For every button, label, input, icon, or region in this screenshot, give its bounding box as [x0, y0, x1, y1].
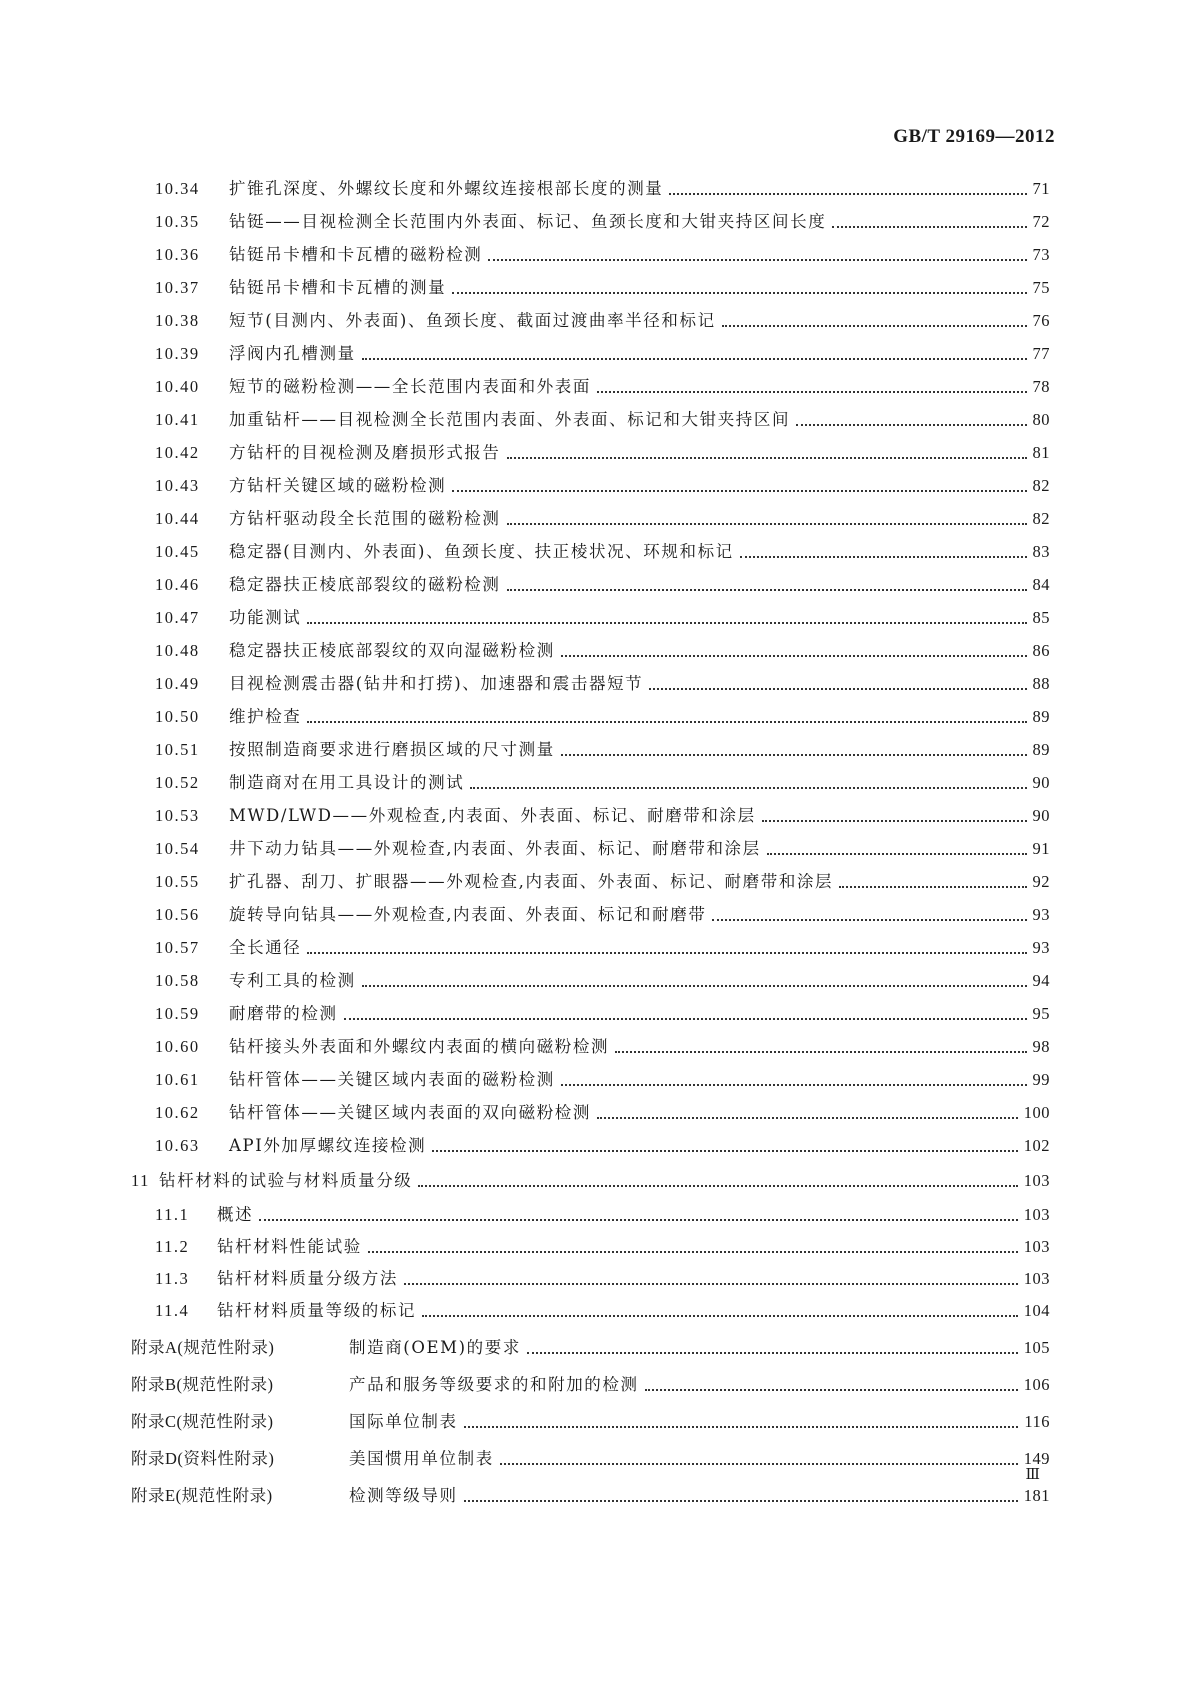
dot-leader [740, 556, 1027, 558]
toc-entry-page: 88 [1032, 674, 1050, 693]
dot-leader [597, 1117, 1018, 1119]
toc-annex[interactable] [131, 1485, 1050, 1507]
toc-entry-title: 维护检查 [229, 706, 305, 728]
toc-entry-page: 103 [1023, 1237, 1050, 1256]
toc-entry-title: 稳定器扶正棱底部裂纹的双向湿磁粉检测 [229, 640, 559, 662]
toc-entry-title: 钻杆管体——关键区域内表面的磁粉检测 [229, 1069, 559, 1091]
toc-entry[interactable] [155, 607, 1050, 629]
dot-leader [344, 1018, 1027, 1020]
toc-entry-title: API外加厚螺纹连接检测 [229, 1135, 430, 1157]
dot-leader [649, 688, 1026, 690]
toc-entry-number: 10.47 [155, 608, 200, 627]
toc-entry-page: 82 [1032, 509, 1050, 528]
toc-entry[interactable] [155, 343, 1050, 365]
toc-entry-title: 方钻杆的目视检测及磨损形式报告 [229, 442, 505, 464]
toc-entry-number: 10.39 [155, 344, 200, 363]
dot-leader [464, 1426, 1019, 1428]
toc-entry[interactable] [155, 937, 1050, 959]
toc-entry-title: 钻铤——目视检测全长范围内外表面、标记、鱼颈长度和大钳夹持区间长度 [229, 211, 830, 233]
toc-entry[interactable] [155, 739, 1050, 761]
toc-annex-title: 检测等级导则 [349, 1485, 462, 1507]
toc-entry-number: 10.57 [155, 938, 200, 957]
toc-entry[interactable] [155, 1069, 1050, 1091]
toc-entry-number: 10.50 [155, 707, 200, 726]
toc-entry[interactable] [155, 1003, 1050, 1025]
toc-entry[interactable] [155, 310, 1050, 332]
dot-leader [561, 754, 1027, 756]
toc-entry-title: 钻杆材料性能试验 [217, 1236, 366, 1258]
toc-entry-number: 10.49 [155, 674, 200, 693]
toc-entry-page: 82 [1032, 476, 1050, 495]
toc-annex-label: 附录D(资料性附录) [131, 1449, 275, 1468]
toc-entry-page: 71 [1032, 179, 1050, 198]
dot-leader [597, 391, 1027, 393]
toc-entry-number: 10.45 [155, 542, 200, 561]
toc-entry-number: 11.4 [155, 1301, 190, 1320]
dot-leader [832, 226, 1026, 228]
toc-entry[interactable] [155, 970, 1050, 992]
toc-entry-number: 10.59 [155, 1004, 200, 1023]
toc-entry-title: 扩孔器、刮刀、扩眼器——外观检查,内表面、外表面、标记、耐磨带和涂层 [229, 871, 837, 893]
toc-entry[interactable] [155, 1036, 1050, 1058]
toc-entry-number: 10.38 [155, 311, 200, 330]
toc-entry[interactable] [155, 244, 1050, 266]
toc-annex-page: 106 [1023, 1375, 1050, 1394]
toc-entry-number: 10.58 [155, 971, 200, 990]
toc-annex-label: 附录A(规范性附录) [131, 1338, 275, 1357]
toc-entry-number: 10.35 [155, 212, 200, 231]
toc-entry-page: 93 [1032, 938, 1050, 957]
toc-entry-page: 90 [1032, 773, 1050, 792]
toc-entry-title: 钻杆管体——关键区域内表面的双向磁粉检测 [229, 1102, 595, 1124]
dot-leader [470, 787, 1026, 789]
page-number: Ⅲ [1025, 1467, 1041, 1483]
dot-leader [307, 952, 1026, 954]
toc-entry-title: 钻杆材料质量分级方法 [217, 1268, 402, 1290]
dot-leader [362, 358, 1027, 360]
toc-entry-number: 10.40 [155, 377, 200, 396]
toc-entry-title: 短节的磁粉检测——全长范围内表面和外表面 [229, 376, 595, 398]
toc-annex[interactable] [131, 1374, 1050, 1396]
toc-entry-number: 10.60 [155, 1037, 200, 1056]
dot-leader [452, 490, 1026, 492]
toc-entry[interactable] [155, 1135, 1050, 1157]
dot-leader [561, 1084, 1027, 1086]
dot-leader [422, 1315, 1018, 1317]
toc-entry-page: 72 [1032, 212, 1050, 231]
toc-entry-number: 10.42 [155, 443, 200, 462]
toc-entry-title: 稳定器扶正棱底部裂纹的磁粉检测 [229, 574, 505, 596]
toc-entry-number: 10.52 [155, 773, 200, 792]
toc-entry-number: 10.63 [155, 1136, 200, 1155]
toc-entry[interactable] [155, 673, 1050, 695]
toc-annex[interactable] [131, 1411, 1050, 1433]
toc-annex-title: 产品和服务等级要求的和附加的检测 [349, 1374, 643, 1396]
toc-entry-number: 11.1 [155, 1205, 190, 1224]
toc-entry[interactable] [155, 640, 1050, 662]
toc-annex[interactable] [131, 1448, 1050, 1470]
toc-entry-page: 95 [1032, 1004, 1050, 1023]
toc-entry-number: 10.46 [155, 575, 200, 594]
toc-entry-title: 钻杆材料质量等级的标记 [217, 1300, 420, 1322]
dot-leader [307, 721, 1026, 723]
toc-entry-page: 94 [1032, 971, 1050, 990]
toc-entry[interactable] [155, 211, 1050, 233]
toc-entry-title: 钻铤吊卡槽和卡瓦槽的磁粉检测 [229, 244, 486, 266]
toc-entry-page: 93 [1032, 905, 1050, 924]
dot-leader [615, 1051, 1026, 1053]
toc-entry-number: 10.36 [155, 245, 200, 264]
toc-entry-title: 旋转导向钻具——外观检查,内表面、外表面、标记和耐磨带 [229, 904, 710, 926]
toc-annex-label: 附录C(规范性附录) [131, 1412, 274, 1431]
toc-entry-page: 75 [1032, 278, 1050, 297]
toc-annex-page: 181 [1023, 1486, 1050, 1505]
toc-entry-number: 10.34 [155, 179, 200, 198]
toc-entry-page: 73 [1032, 245, 1050, 264]
toc-chapter[interactable] [131, 1170, 1050, 1192]
toc-annex-label: 附录B(规范性附录) [131, 1375, 274, 1394]
toc-annex[interactable] [131, 1337, 1050, 1359]
toc-entry-number: 10.51 [155, 740, 200, 759]
toc-entry-page: 91 [1032, 839, 1050, 858]
toc-entry-page: 104 [1023, 1301, 1050, 1320]
toc-entry[interactable] [155, 1268, 1050, 1290]
dot-leader [488, 259, 1026, 261]
toc-entry-title: 加重钻杆——目视检测全长范围内表面、外表面、标记和大钳夹持区间 [229, 409, 794, 431]
dot-leader [712, 919, 1026, 921]
dot-leader [307, 622, 1026, 624]
toc-entry-title: MWD/LWD——外观检查,内表面、外表面、标记、耐磨带和涂层 [229, 805, 760, 827]
toc-entry-title: 钻铤吊卡槽和卡瓦槽的测量 [229, 277, 450, 299]
toc-entry[interactable] [155, 904, 1050, 926]
toc-entry-page: 89 [1032, 740, 1050, 759]
toc-chapter-title: 钻杆材料的试验与材料质量分级 [159, 1170, 416, 1192]
toc-entry[interactable] [155, 178, 1050, 200]
toc-entry-page: 98 [1032, 1037, 1050, 1056]
toc-entry-title: 井下动力钻具——外观检查,内表面、外表面、标记、耐磨带和涂层 [229, 838, 765, 860]
toc-entry[interactable] [155, 574, 1050, 596]
toc-entry-page: 102 [1023, 1136, 1050, 1155]
toc-chapter-number: 11 [131, 1171, 150, 1190]
toc-entry-title: 全长通径 [229, 937, 305, 959]
toc-entry[interactable] [155, 871, 1050, 893]
toc-entry-title: 功能测试 [229, 607, 305, 629]
dot-leader [362, 985, 1027, 987]
toc-entry[interactable] [155, 508, 1050, 530]
toc-entry[interactable] [155, 1236, 1050, 1258]
toc-entry-title: 浮阀内孔槽测量 [229, 343, 360, 365]
toc-entry-title: 稳定器(目测内、外表面)、鱼颈长度、扶正棱状况、环规和标记 [229, 541, 738, 563]
toc-entry-page: 85 [1032, 608, 1050, 627]
toc-entry-page: 103 [1023, 1205, 1050, 1224]
toc-annex-title: 美国惯用单位制表 [349, 1448, 498, 1470]
dot-leader [452, 292, 1026, 294]
toc-entry-number: 11.2 [155, 1237, 190, 1256]
toc-entry[interactable] [155, 1102, 1050, 1124]
toc-entry-title: 短节(目测内、外表面)、鱼颈长度、截面过渡曲率半径和标记 [229, 310, 720, 332]
toc-entry-page: 78 [1032, 377, 1050, 396]
toc-entry-title: 目视检测震击器(钻井和打捞)、加速器和震击器短节 [229, 673, 647, 695]
dot-leader [418, 1185, 1017, 1187]
toc-entry-title: 扩锥孔深度、外螺纹长度和外螺纹连接根部长度的测量 [229, 178, 667, 200]
toc-annex-title: 制造商(OEM)的要求 [349, 1337, 525, 1359]
toc-annex-title: 国际单位制表 [349, 1411, 462, 1433]
dot-leader [767, 853, 1027, 855]
toc-entry[interactable] [155, 442, 1050, 464]
dot-leader [507, 523, 1027, 525]
dot-leader [500, 1463, 1018, 1465]
dot-leader [527, 1352, 1018, 1354]
toc-entry-number: 10.43 [155, 476, 200, 495]
toc-entry[interactable] [155, 805, 1050, 827]
dot-leader [561, 655, 1027, 657]
dot-leader [464, 1500, 1018, 1502]
dot-leader [404, 1283, 1018, 1285]
toc-annex-page: 149 [1023, 1449, 1050, 1468]
dot-leader [259, 1219, 1018, 1221]
toc-entry-page: 100 [1023, 1103, 1050, 1122]
toc-entry-number: 10.56 [155, 905, 200, 924]
toc-entry[interactable] [155, 1204, 1050, 1226]
toc-entry[interactable] [155, 1300, 1050, 1322]
toc-annex-label: 附录E(规范性附录) [131, 1486, 273, 1505]
toc-entry-number: 10.37 [155, 278, 200, 297]
dot-leader [507, 457, 1027, 459]
toc-entry-number: 11.3 [155, 1269, 190, 1288]
toc-entry-page: 89 [1032, 707, 1050, 726]
toc-entry-number: 10.44 [155, 509, 200, 528]
toc-entry[interactable] [155, 838, 1050, 860]
toc-entry[interactable] [155, 376, 1050, 398]
dot-leader [368, 1251, 1018, 1253]
toc-entry-page: 86 [1032, 641, 1050, 660]
toc-annex-page: 116 [1024, 1412, 1050, 1431]
toc-entry-title: 制造商对在用工具设计的测试 [229, 772, 468, 794]
toc-entry-page: 81 [1032, 443, 1050, 462]
dot-leader [796, 424, 1026, 426]
toc-entry-page: 99 [1032, 1070, 1050, 1089]
dot-leader [645, 1389, 1018, 1391]
toc-entry-title: 钻杆接头外表面和外螺纹内表面的横向磁粉检测 [229, 1036, 613, 1058]
toc-entry-page: 77 [1032, 344, 1050, 363]
dot-leader [762, 820, 1027, 822]
toc-chapter-page: 103 [1023, 1171, 1050, 1190]
toc-entry-number: 10.55 [155, 872, 200, 891]
toc-entry[interactable] [155, 409, 1050, 431]
standard-code-header: GB/T 29169—2012 [893, 126, 1055, 147]
dot-leader [839, 886, 1026, 888]
toc-entry-page: 80 [1032, 410, 1050, 429]
toc-entry-number: 10.48 [155, 641, 200, 660]
dot-leader [432, 1150, 1018, 1152]
toc-entry-title: 专利工具的检测 [229, 970, 360, 992]
toc-entry-page: 103 [1023, 1269, 1050, 1288]
toc-entry[interactable] [155, 706, 1050, 728]
toc-entry-number: 10.41 [155, 410, 200, 429]
toc-entry-title: 按照制造商要求进行磨损区域的尺寸测量 [229, 739, 559, 761]
toc-entry-title: 方钻杆驱动段全长范围的磁粉检测 [229, 508, 505, 530]
toc-entry-number: 10.62 [155, 1103, 200, 1122]
toc-entry-page: 84 [1032, 575, 1050, 594]
toc-entry-page: 90 [1032, 806, 1050, 825]
toc-entry[interactable] [155, 475, 1050, 497]
toc-entry-number: 10.53 [155, 806, 200, 825]
toc-entry-page: 83 [1032, 542, 1050, 561]
toc-entry[interactable] [155, 277, 1050, 299]
dot-leader [669, 193, 1026, 195]
toc-entry-page: 76 [1032, 311, 1050, 330]
toc-entry-number: 10.61 [155, 1070, 200, 1089]
toc-entry-title: 耐磨带的检测 [229, 1003, 342, 1025]
dot-leader [507, 589, 1027, 591]
toc-annex-page: 105 [1023, 1338, 1050, 1357]
toc-entry-number: 10.54 [155, 839, 200, 858]
toc-entry-page: 92 [1032, 872, 1050, 891]
dot-leader [722, 325, 1027, 327]
toc-entry[interactable] [155, 541, 1050, 563]
toc-entry-title: 方钻杆关键区域的磁粉检测 [229, 475, 450, 497]
toc-entry[interactable] [155, 772, 1050, 794]
toc-entry-title: 概述 [217, 1204, 257, 1226]
